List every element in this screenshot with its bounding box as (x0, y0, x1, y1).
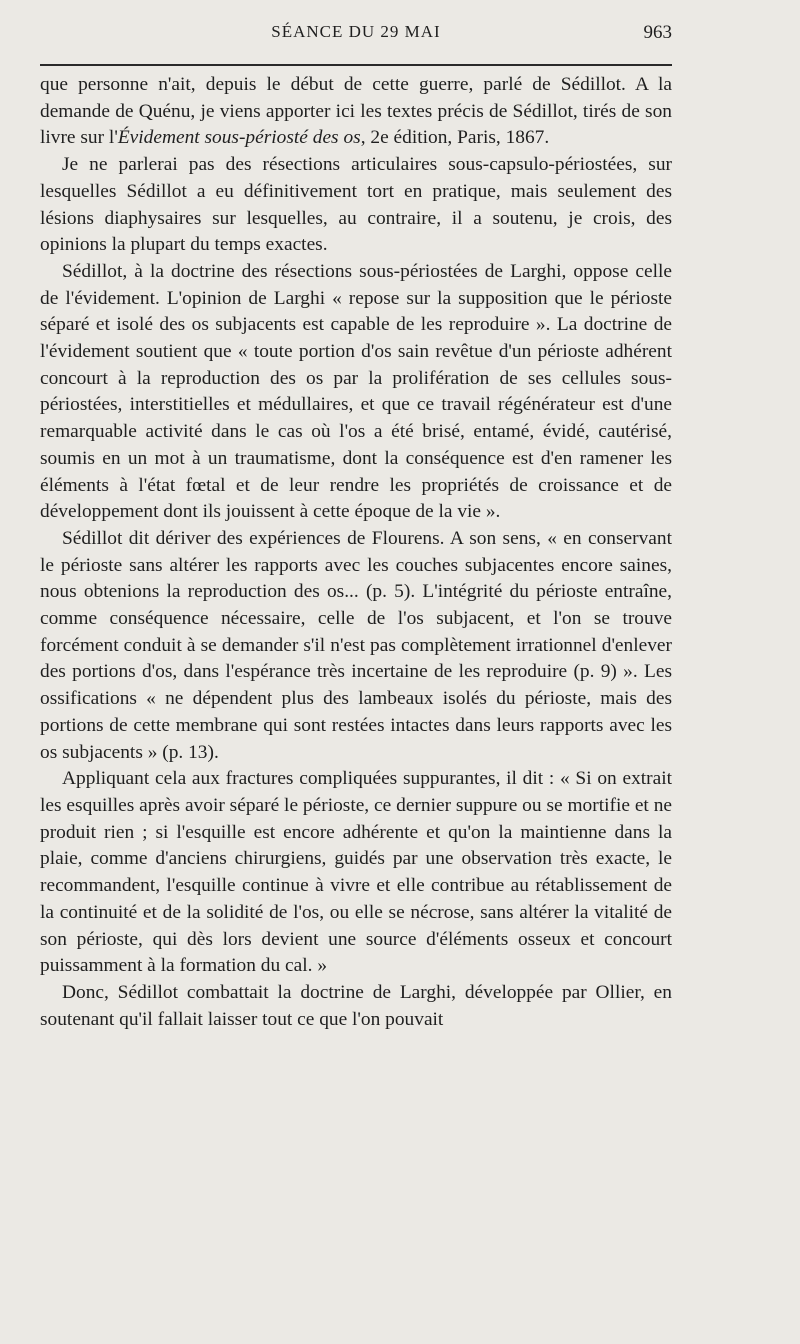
paragraph-1: que personne n'ait, depuis le début de cette guerre, parlé de Sédillot. A la demande de Quénu, je viens apporter ici les textes précis de Sédillot, tirés de son livre sur l'Évidement sous-périosté des os, 2e édition, Paris, 1867. (40, 74, 672, 149)
paragraph-5: Appliquant cela aux fractures compliquées suppurantes, il dit : « Si on extrait les esquilles après avoir séparé le périoste, ce dernier suppure ou se mortifie et ne produit rien ; si l'esquille est encore adhérente et qu'on la maintienne dans la plaie, comme d'anciens chirurgiens, guidés par une observation très exacte, le recommandent, l'esquille continue à vivre et elle contribue au rétablissement de la continuité et de la solidité de l'os, ou elle se nécrose, sans altérer la vitalité de son périoste, qui dès lors devient une source d'éléments osseux et concourt puissamment à la formation du cal. » (40, 768, 672, 977)
header-title: SÉANCE DU 29 MAI (271, 22, 441, 41)
body-text (40, 72, 672, 1033)
paragraph-4: Sédillot dit dériver des expériences de Flourens. A son sens, « en conservant le périoste sans altérer les rapports avec les couches subjacentes encore saines, nous obtenions la reproduction des os... (p. 5). L'intégrité du périoste entraîne, comme conséquence nécessaire, celle de l'os subjacent, et l'on se trouve forcément conduit à se demander s'il n'est pas complètement irrationnel d'enlever des portions d'os, dans l'espérance très incertaine de les reproduire (p. 9) ». Les ossifications « ne dépendent plus des lambeaux isolés du périoste, mais des portions de cette membrane qui sont restées intactes dans leurs rapports avec les os subjacents » (p. 13). (40, 527, 672, 763)
page-number: 963 (643, 22, 672, 43)
book-title: Évidement sous-périosté des os (117, 127, 361, 149)
paragraph-3: Sédillot, à la doctrine des résections sous-périostées de Larghi, oppose celle de l'évidement. L'opinion de Larghi « repose sur la supposition que le périoste séparé et isolé des os subjacents est capable de les reproduire ». La doctrine de l'évidement soutient que « toute portion d'os sain revêtue d'un périoste adhérent concourt à la reproduction des os par la prolifération de ses cellules sous-périostées, interstitielles et médullaires, et que ce travail régénérateur est d'une remarquable activité dans le cas où l'os a été brisé, entamé, évidé, cautérisé, soumis en un mot à un traumatisme, dont la conséquence est d'en ramener les éléments à l'état fœtal et de leur rendre les propriétés de croissance et de développement dont ils jouissent à cette époque de la vie ». (40, 260, 672, 523)
running-header (40, 14, 672, 54)
header-rule (40, 64, 672, 66)
book-page (40, 14, 672, 1033)
paragraph-6: Donc, Sédillot combattait la doctrine de Larghi, développée par Ollier, en soutenant qu'il fallait laisser tout ce que l'on pouvait (40, 981, 672, 1030)
paragraph-2: Je ne parlerai pas des résections articulaires sous-capsulo-périostées, sur lesquelles Sédillot a eu définitivement tort en pratique, mais seulement des lésions diaphysaires sur lesquelles, au contraire, il a soutenu, je crois, des opinions la plupart du temps exactes. (40, 154, 672, 256)
